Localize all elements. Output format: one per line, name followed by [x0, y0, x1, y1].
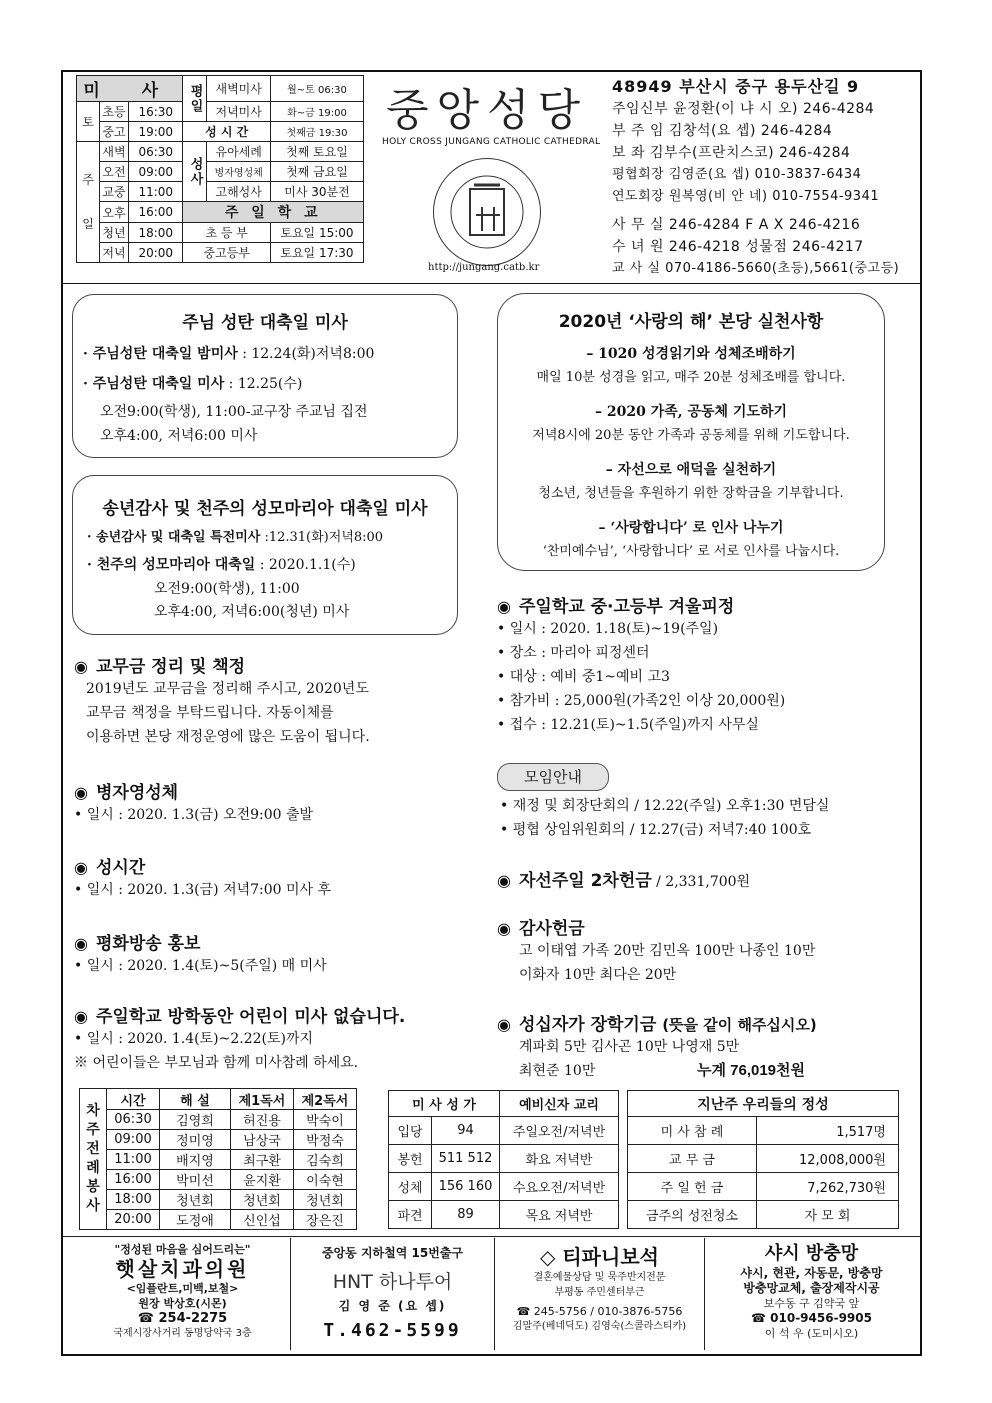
pbc-section — [74, 929, 327, 978]
duty-cell: 정미영 — [160, 1130, 231, 1150]
bullseye-icon: ◉ — [74, 858, 88, 877]
duty-cell: 청년회 — [231, 1190, 294, 1210]
weekday-dawn-label: 새벽미사 — [207, 76, 270, 102]
sun-row-time: 20:00 — [129, 243, 183, 263]
duty-time: 18:00 — [107, 1190, 160, 1210]
bullseye-icon: ◉ — [497, 919, 511, 938]
sat-row-time: 19:00 — [129, 122, 183, 142]
vacation-section — [74, 1002, 405, 1075]
bullseye-icon: ◉ — [74, 657, 88, 676]
ad-tour-owner: 김 영 준 (요 셉) — [338, 1299, 447, 1313]
camp-title: 주일학교 중·고등부 겨울피정 — [518, 597, 735, 617]
choir-hymn: 511 512 — [432, 1145, 500, 1173]
practice-item-desc: 청소년, 청년들을 후원하기 위한 장학금을 기부합니다. — [538, 486, 844, 501]
choir-hymn: 156 160 — [432, 1173, 500, 1201]
duty-cell: 박숙이 — [294, 1110, 357, 1130]
sun-row-label: 새벽 — [100, 142, 129, 162]
camp-line: • 참가비 : 25,000원(가족2인 이상 20,000원) — [497, 693, 786, 709]
staff-line: 주임신부 윤정환(이 냐 시 오) 246-4284 — [612, 101, 875, 117]
practice-item-desc: 매일 10분 성경을 읽고, 매주 20분 성체조배를 합니다. — [536, 370, 846, 385]
church-english-name: HOLY CROSS JUNGANG CATHOLIC CATHEDRAL — [382, 137, 601, 147]
ad-screen-name: 샤시 방충망 — [764, 1243, 859, 1264]
dues-section — [74, 652, 370, 749]
header-divider — [61, 283, 922, 284]
ad-jewelry-services: 결혼예물상담 및 묵주반지전문 — [533, 1272, 666, 1283]
catechism-header: 예비신자 교리 — [500, 1091, 619, 1117]
offering-label: 미 사 참 례 — [628, 1117, 757, 1145]
duty-header: 해 설 — [160, 1089, 231, 1110]
catechism-class: 수요오전/저녁반 — [500, 1173, 619, 1201]
choir-part: 파견 — [389, 1201, 432, 1229]
duty-cell: 남상국 — [231, 1130, 294, 1150]
sacrament-name: 유아세례 — [207, 142, 270, 162]
sick-communion-section — [74, 778, 313, 827]
staff-line: 보 좌 김부수(프란치스코) 246-4284 — [612, 145, 851, 161]
ad-dental-location: 국제시장사거리 동명당약국 3층 — [113, 1328, 252, 1339]
thanks-line: 고 이태엽 가족 20만 김민옥 100만 나종인 10만 — [519, 943, 816, 959]
sun-row-time: 18:00 — [129, 223, 183, 243]
duty-header: 시간 — [107, 1089, 160, 1110]
ad-jewelry-name: 티파니보석 — [562, 1245, 659, 1269]
ad-jewelry-phone: ☎ 245-5756 / 010-3876-5756 — [516, 1305, 683, 1318]
ad-screen-owner: 이 석 우 (도미시오) — [764, 1327, 859, 1340]
vacation-title: 주일학교 방학동안 어린이 미사 없습니다. — [95, 1007, 406, 1027]
sat-label: 토 — [77, 102, 100, 142]
ad-dental-slogan: "정성된 마음을 심어드리는" — [114, 1243, 251, 1256]
offering-value: 7,262,730원 — [757, 1173, 899, 1201]
ads-divider — [63, 1236, 920, 1237]
offering-label: 주 일 헌 금 — [628, 1173, 757, 1201]
ad-screen-services-2: 방충망교체, 출장제작시공 — [743, 1281, 880, 1295]
mary-feast-label: · 천주의 성모마리아 대축일 — [87, 557, 256, 573]
duty-cell: 장은진 — [294, 1210, 357, 1230]
duty-header: 제1독서 — [231, 1089, 294, 1110]
sun-row-time: 16:00 — [129, 202, 183, 223]
sacrament-name: 고해성사 — [207, 182, 270, 202]
ad-tour-location: 중앙동 지하철역 15번출구 — [322, 1246, 463, 1260]
choir-part: 입당 — [389, 1117, 432, 1145]
school-name: 중고등부 — [183, 243, 270, 263]
duty-cell: 김영희 — [160, 1110, 231, 1130]
ad-screen-location: 보수동 구 김약국 앞 — [763, 1297, 860, 1310]
ad-jewelry — [495, 1238, 705, 1350]
practice-item-desc: 저녁8시에 20분 동안 가족과 공동체를 위해 기도합니다. — [532, 428, 850, 443]
offering-value: 1,517명 — [757, 1117, 899, 1145]
duty-cell: 박미선 — [160, 1170, 231, 1190]
duty-cell: 청년회 — [160, 1190, 231, 1210]
practice-item-title: – ‘사랑합니다’ 로 인사 나누기 — [598, 520, 784, 536]
sun-row-time: 09:00 — [129, 162, 183, 182]
scholarship-section — [497, 1010, 877, 1083]
duty-cell: 허진용 — [231, 1110, 294, 1130]
christmas-title: 주님 성탄 대축일 미사 — [182, 313, 348, 333]
ad-dental-services: <임플란트,미백,보철> — [126, 1282, 239, 1295]
duty-cell: 신인섭 — [231, 1210, 294, 1230]
camp-line: • 장소 : 마리아 피정센터 — [497, 645, 650, 661]
ad-screen-phone: ☎ 010-9456-9905 — [751, 1311, 872, 1325]
holy-hour-section — [74, 853, 331, 902]
choir-part: 봉헌 — [389, 1145, 432, 1173]
charity-title: 자선주일 2차헌금 — [518, 871, 652, 891]
school-time: 토요일 15:00 — [270, 223, 363, 243]
winter-retreat-section — [497, 592, 785, 737]
weekday-evening-label: 저녁미사 — [207, 102, 270, 122]
scholar-title: 성십자가 장학기금 — [518, 1015, 657, 1035]
bullseye-icon: ◉ — [74, 934, 88, 953]
office-line: 수 녀 원 246-4218 성물점 246-4217 — [612, 239, 864, 255]
church-name: 중앙성당 — [386, 85, 589, 136]
practice-item-title: – 2020 가족, 공동체 기도하기 — [594, 404, 788, 420]
camp-line: • 대상 : 예비 중1~예비 고3 — [497, 669, 670, 685]
sat-row-label: 중고 — [100, 122, 129, 142]
sacrament-time: 미사 30분전 — [270, 182, 363, 202]
office-line: 교 사 실 070-4186-5660(초등),5661(중고등) — [612, 261, 900, 276]
practice-box — [497, 293, 885, 571]
christmas-day-times-2: 오후4:00, 저녁6:00 미사 — [100, 428, 258, 444]
pbc-line: • 일시 : 2020. 1.4(토)~5(주일) 매 미사 — [74, 958, 327, 974]
weekday-evening-time: 화~금 19:00 — [270, 102, 363, 122]
dues-line: 교무금 책정을 부탁드립니다. 자동이체를 — [86, 705, 334, 721]
sacrament-label: 성사 — [183, 142, 207, 202]
sun-row-label: 오전 — [100, 162, 129, 182]
ad-tour — [291, 1238, 495, 1350]
liturgy-duty-table — [79, 1088, 357, 1230]
sacrament-time: 첫째 토요일 — [270, 142, 363, 162]
weekday-label: 평일 — [183, 76, 207, 122]
duty-time: 16:00 — [107, 1170, 160, 1190]
thanks-line: 이화자 10만 최다은 20만 — [519, 967, 677, 983]
sacrament-time: 첫째 금요일 — [270, 162, 363, 182]
sun-row-label: 저녁 — [100, 243, 129, 263]
newyear-vigil-time: :12.31(화)저녁8:00 — [260, 530, 384, 545]
scholar-total: 누계 76,019천원 — [697, 1062, 806, 1079]
duty-cell: 배지영 — [160, 1150, 231, 1170]
duty-cell: 이숙현 — [294, 1170, 357, 1190]
newyear-title: 송년감사 및 천주의 성모마리아 대축일 미사 — [102, 499, 428, 519]
staff-line: 연도회장 원복영(비 안 네) 010-7554-9341 — [612, 189, 880, 204]
offering-label: 금주의 성전청소 — [628, 1201, 757, 1229]
christmas-day-label: · 주님성탄 대축일 미사 — [83, 376, 225, 392]
duty-time: 06:30 — [107, 1110, 160, 1130]
address-line: 48949 부산시 중구 용두산길 9 — [612, 77, 860, 96]
mary-feast-date: : 2020.1.1(수) — [255, 557, 356, 573]
ad-jewelry-owners: 김말주(베네딕도) 김영숙(스콜라스티카) — [512, 1321, 687, 1332]
duty-side-label: 차주전례봉사 — [80, 1089, 107, 1230]
adoration-time: 첫째금 19:30 — [270, 122, 363, 142]
meeting-item: • 재정 및 회장단회의 / 12.22(주일) 오후1:30 면담실 — [500, 798, 830, 814]
sun-row-time: 11:00 — [129, 182, 183, 202]
staff-line: 평협회장 김영준(요 셉) 010-3837-6434 — [612, 167, 862, 182]
sick-line: • 일시 : 2020. 1.3(금) 오전9:00 출발 — [74, 807, 314, 823]
duty-cell: 도정애 — [160, 1210, 231, 1230]
charity-section — [497, 866, 750, 891]
catechism-class: 주일오전/저녁반 — [500, 1117, 619, 1145]
address-block — [612, 76, 912, 280]
ad-tour-logo: HNT 하나투어 — [332, 1271, 453, 1293]
duty-time: 20:00 — [107, 1210, 160, 1230]
schedule-header: 미 사 — [77, 76, 183, 102]
christmas-mass-box — [72, 294, 458, 458]
ad-jewelry-location: 부평동 주민센터부근 — [554, 1287, 645, 1298]
bullseye-icon: ◉ — [74, 783, 88, 802]
vacation-note: ※ 어린이들은 부모님과 함께 미사참례 하세요. — [74, 1055, 359, 1071]
scholar-line: 계파회 5만 김사곤 10만 나영재 5만 — [519, 1039, 740, 1055]
choir-table — [388, 1090, 619, 1229]
staff-line: 부 주 임 김창석(요 셉) 246-4284 — [612, 123, 833, 139]
sacrament-name: 병자영성체 — [207, 162, 270, 182]
duty-time: 11:00 — [107, 1150, 160, 1170]
ad-dental-name: 햇살치과의원 — [115, 1257, 250, 1281]
ad-jewelry-name-row — [495, 1244, 704, 1270]
duty-header: 제2독서 — [294, 1089, 357, 1110]
bullseye-icon: ◉ — [497, 871, 511, 890]
diamond-icon: ◇ — [540, 1245, 563, 1269]
catechism-class: 화요 저녁반 — [500, 1145, 619, 1173]
ad-screen — [705, 1238, 918, 1350]
practice-item-desc: ‘찬미예수님’, ‘사랑합니다’ 로 서로 인사를 나눕시다. — [542, 544, 840, 559]
church-seal-logo — [433, 158, 541, 266]
offering-header: 지난주 우리들의 정성 — [628, 1091, 899, 1117]
church-url[interactable]: http://jungang.catb.kr — [428, 262, 540, 273]
practice-item-title: – 자선으로 애덕을 실천하기 — [605, 462, 777, 478]
adoration-label: 성 시 간 — [183, 122, 270, 142]
christmas-eve-label: · 주님성탄 대축일 밤미사 — [83, 346, 238, 362]
weekday-dawn-time: 월~토 06:30 — [270, 76, 363, 102]
pbc-title: 평화방송 홍보 — [95, 934, 201, 954]
offering-label: 교 무 금 — [628, 1145, 757, 1173]
sun-row-label: 청년 — [100, 223, 129, 243]
offering-value: 12,008,000원 — [757, 1145, 899, 1173]
scholar-note: (뜻을 같이 해주십시오) — [662, 1016, 817, 1034]
meeting-list — [500, 794, 829, 842]
duty-cell: 최구환 — [231, 1150, 294, 1170]
dues-line: 이용하면 본당 재정운영에 많은 도움이 됩니다. — [86, 729, 370, 745]
practice-item-title: – 1020 성경읽기와 성체조배하기 — [586, 346, 796, 362]
sat-row-time: 16:30 — [129, 102, 183, 122]
duty-cell: 김숙희 — [294, 1150, 357, 1170]
sun-row-time: 06:30 — [129, 142, 183, 162]
holyhour-title: 성시간 — [95, 858, 146, 878]
choir-hymn: 89 — [432, 1201, 500, 1229]
ad-dental-phone: ☎ 254-2275 — [137, 1311, 228, 1326]
bullseye-icon: ◉ — [74, 1007, 88, 1026]
scholar-line: 최현준 10만 — [519, 1063, 596, 1079]
sat-row-label: 초등 — [100, 102, 129, 122]
camp-line: • 접수 : 12.21(토)~1.5(주일)까지 사무실 — [497, 717, 759, 733]
duty-cell: 청년회 — [294, 1190, 357, 1210]
dues-title: 교무금 정리 및 책정 — [95, 657, 246, 677]
newyear-mass-box — [72, 475, 458, 635]
office-line: 사 무 실 246-4284 F A X 246-4216 — [612, 217, 861, 233]
charity-value: / 2,331,700원 — [651, 874, 751, 890]
thanks-title: 감사헌금 — [518, 919, 585, 939]
bullseye-icon: ◉ — [497, 1015, 511, 1034]
ad-screen-services: 샤시, 현관, 자동문, 방충망 — [740, 1266, 883, 1280]
choir-part: 성체 — [389, 1173, 432, 1201]
mary-feast-times-2: 오후4:00, 저녁6:00(청년) 미사 — [154, 604, 350, 620]
choir-hymn: 94 — [432, 1117, 500, 1145]
school-name: 초 등 부 — [183, 223, 270, 243]
ad-tour-phone: T.462-5599 — [323, 1320, 462, 1341]
sun-row-label: 교중 — [100, 182, 129, 202]
christmas-eve-time: : 12.24(화)저녁8:00 — [237, 346, 375, 362]
ad-dental — [75, 1238, 291, 1350]
school-header: 주 일 학 교 — [183, 202, 364, 223]
vacation-line: • 일시 : 2020. 1.4(토)~2.22(토)까지 — [74, 1031, 314, 1047]
catechism-class: 목요 저녁반 — [500, 1201, 619, 1229]
sunday-label: 주 일 — [77, 142, 100, 263]
christmas-day-times: 오전9:00(학생), 11:00-교구장 주교님 집전 — [100, 404, 368, 420]
duty-cell: 윤지환 — [231, 1170, 294, 1190]
offering-table — [627, 1090, 899, 1229]
mass-schedule-table — [76, 75, 364, 263]
duty-cell: 박정숙 — [294, 1130, 357, 1150]
ad-dental-director: 원장 박상호(시몬) — [138, 1297, 227, 1310]
bullseye-icon: ◉ — [497, 597, 511, 616]
newyear-vigil-label: · 송년감사 및 대축일 특전미사 — [87, 530, 261, 545]
mary-feast-times: 오전9:00(학생), 11:00 — [154, 581, 300, 597]
school-time: 토요일 17:30 — [270, 243, 363, 263]
meeting-pill: 모임안내 — [497, 763, 609, 791]
camp-line: • 일시 : 2020. 1.18(토)~19(주일) — [497, 621, 719, 637]
dues-line: 2019년도 교무금을 정리해 주시고, 2020년도 — [86, 681, 369, 697]
sun-row-label: 오후 — [100, 202, 129, 223]
meeting-item: • 평협 상임위원회의 / 12.27(금) 저녁7:40 100호 — [500, 822, 812, 838]
sick-title: 병자영성체 — [95, 783, 179, 803]
duty-time: 09:00 — [107, 1130, 160, 1150]
choir-header: 미 사 성 가 — [389, 1091, 500, 1117]
practice-title: 2020년 ‘사랑의 해’ 본당 실천사항 — [558, 312, 824, 332]
christmas-day-date: : 12.25(수) — [224, 376, 303, 392]
holyhour-line: • 일시 : 2020. 1.3(금) 저녁7:00 미사 후 — [74, 882, 332, 898]
offering-value: 자 모 회 — [757, 1201, 899, 1229]
thanks-offering-section — [497, 914, 815, 987]
